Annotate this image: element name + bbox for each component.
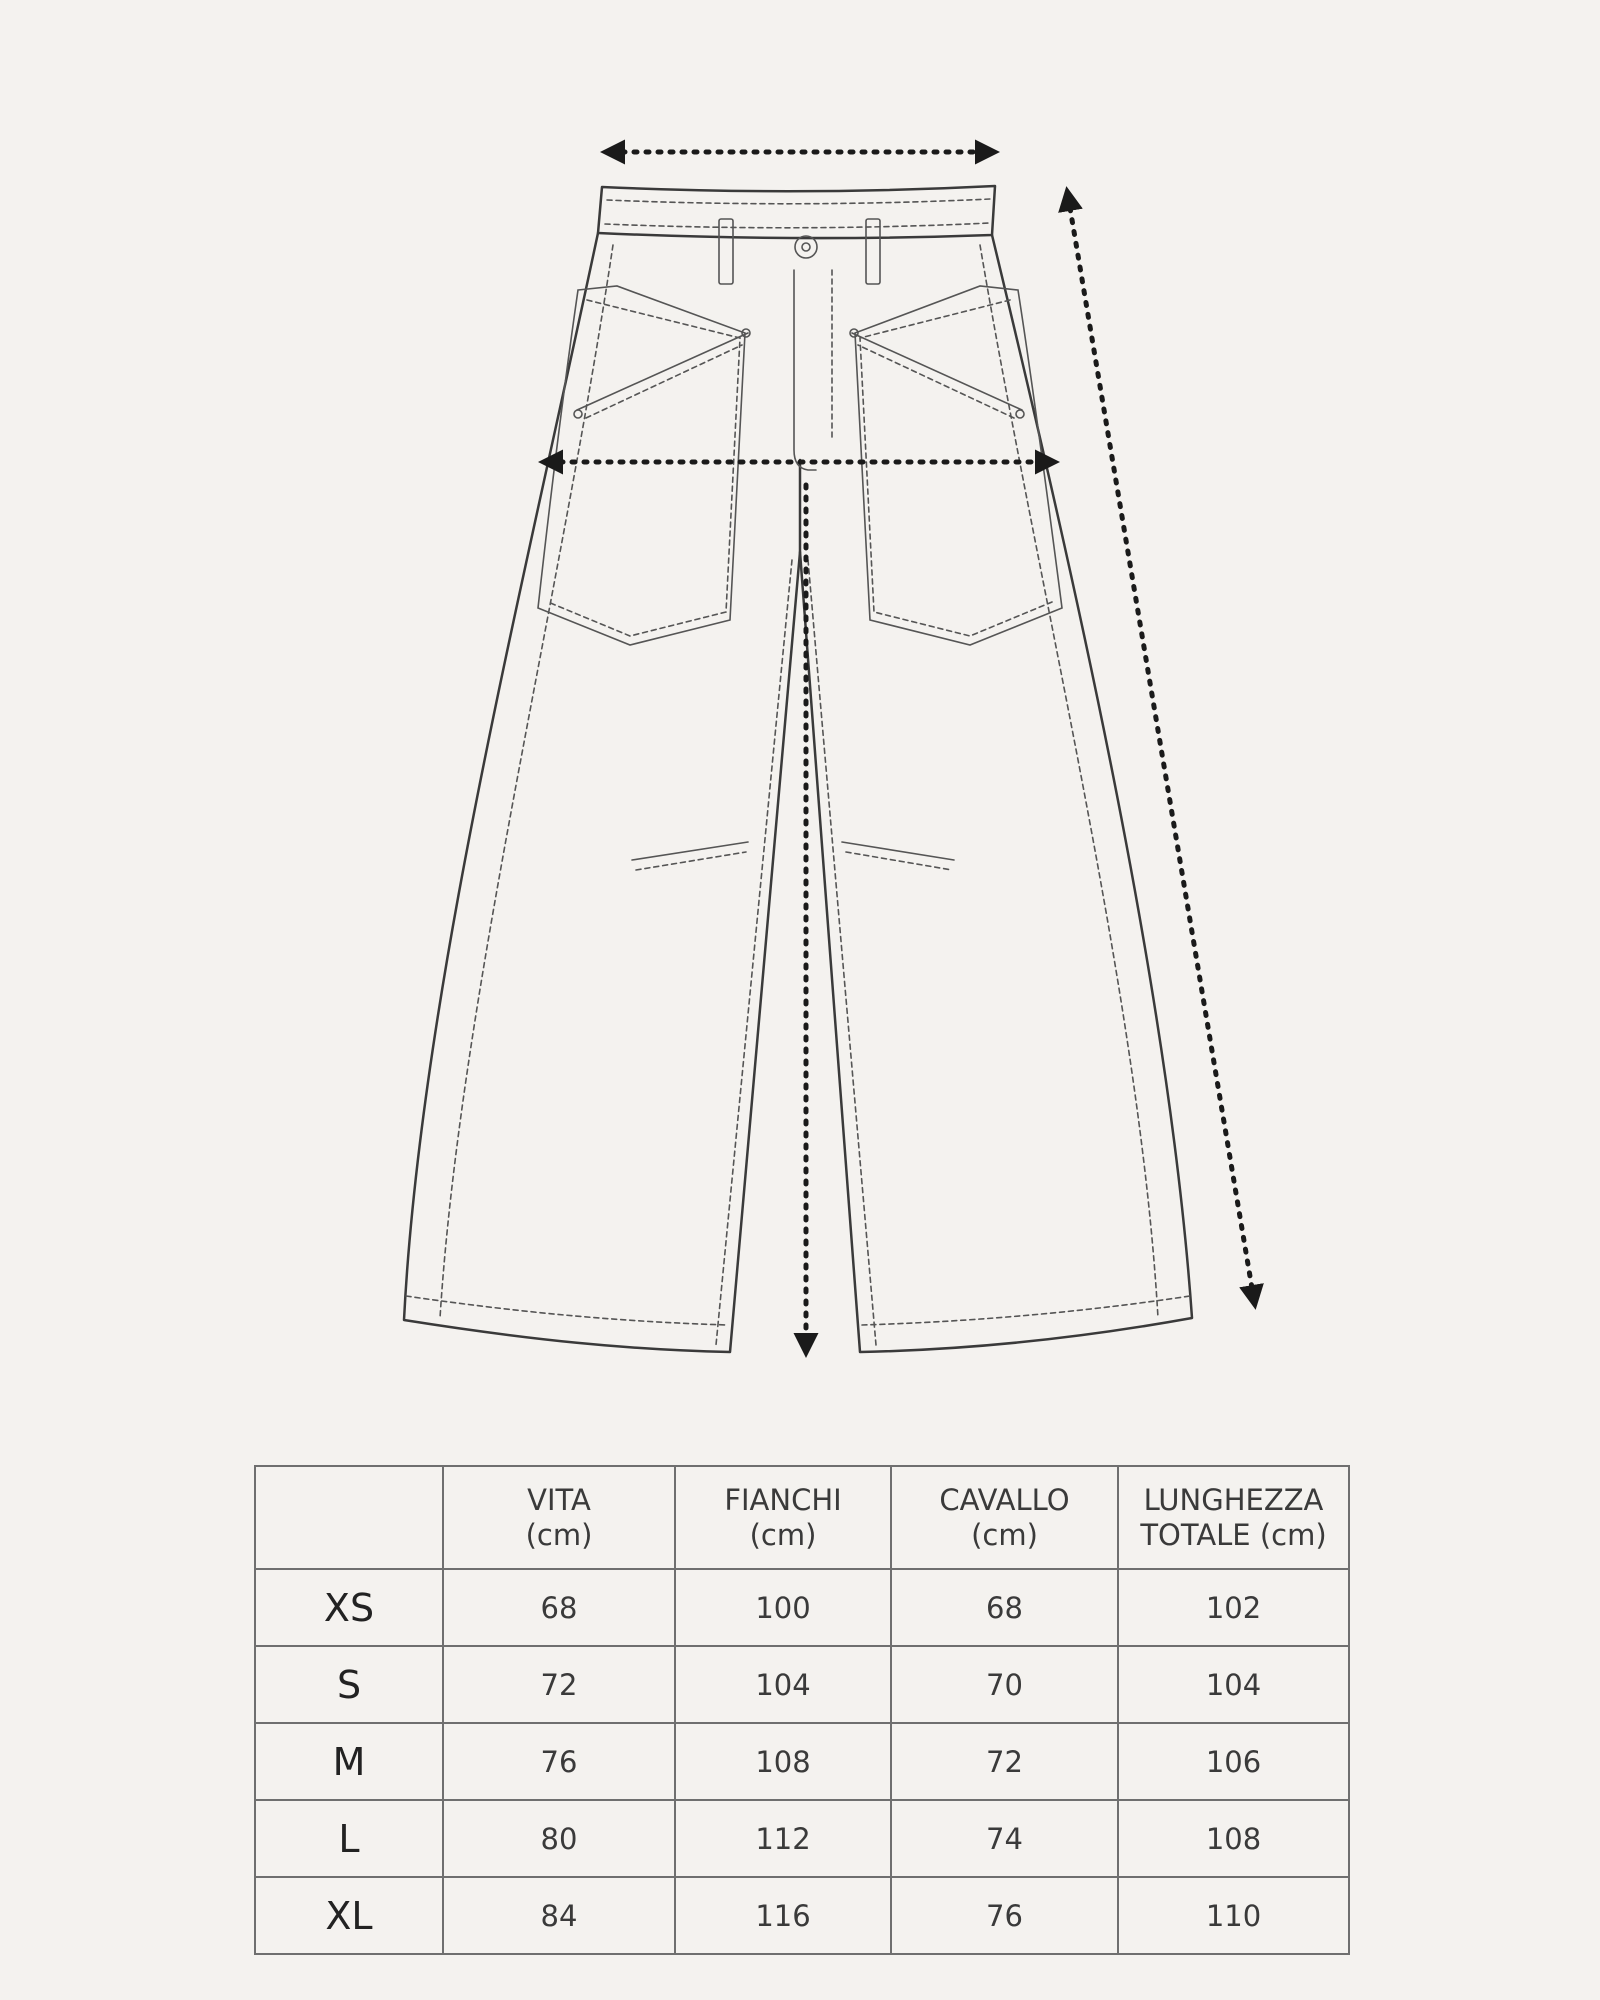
size-cell: M [255,1723,443,1800]
header-vita-line1: VITA [527,1482,591,1517]
header-cavallo [891,1466,1118,1569]
size-cell: L [255,1800,443,1877]
vita-cell: 72 [443,1646,675,1723]
vita-cell: 84 [443,1877,675,1954]
header-lunghezza-line2: TOTALE (cm) [1140,1517,1327,1552]
pants-details [406,199,1190,1345]
lunghezza-cell: 110 [1118,1877,1349,1954]
table-row [255,1569,1349,1646]
length-arrow [1068,196,1254,1300]
header-vita [443,1466,675,1569]
size-cell: XL [255,1877,443,1954]
lunghezza-cell: 106 [1118,1723,1349,1800]
lunghezza-cell: 102 [1118,1569,1349,1646]
header-fianchi-line1: FIANCHI [724,1482,842,1517]
cavallo-cell: 70 [891,1646,1118,1723]
fianchi-cell: 108 [675,1723,891,1800]
fianchi-cell: 112 [675,1800,891,1877]
cavallo-cell: 74 [891,1800,1118,1877]
button-icon [795,236,817,258]
size-chart-table [254,1465,1350,1955]
table-row [255,1800,1349,1877]
vita-cell: 68 [443,1569,675,1646]
vita-cell: 80 [443,1800,675,1877]
header-empty [255,1466,443,1569]
fianchi-cell: 100 [675,1569,891,1646]
cavallo-cell: 72 [891,1723,1118,1800]
table-row [255,1646,1349,1723]
header-fianchi [675,1466,891,1569]
header-lunghezza [1118,1466,1349,1569]
lunghezza-cell: 108 [1118,1800,1349,1877]
header-vita-line2: (cm) [525,1517,593,1552]
size-cell: S [255,1646,443,1723]
fianchi-cell: 104 [675,1646,891,1723]
size-cell: XS [255,1569,443,1646]
cavallo-cell: 76 [891,1877,1118,1954]
header-lunghezza-line1: LUNGHEZZA [1143,1482,1324,1517]
table-header-row [255,1466,1349,1569]
table-row [255,1723,1349,1800]
header-cavallo-line2: (cm) [971,1517,1038,1552]
measure-arrows [548,152,1254,1348]
table-row [255,1877,1349,1954]
cavallo-cell: 68 [891,1569,1118,1646]
header-cavallo-line1: CAVALLO [939,1482,1070,1517]
fianchi-cell: 116 [675,1877,891,1954]
vita-cell: 76 [443,1723,675,1800]
pants-outline [404,186,1192,1352]
lunghezza-cell: 104 [1118,1646,1349,1723]
header-fianchi-line2: (cm) [749,1517,817,1552]
